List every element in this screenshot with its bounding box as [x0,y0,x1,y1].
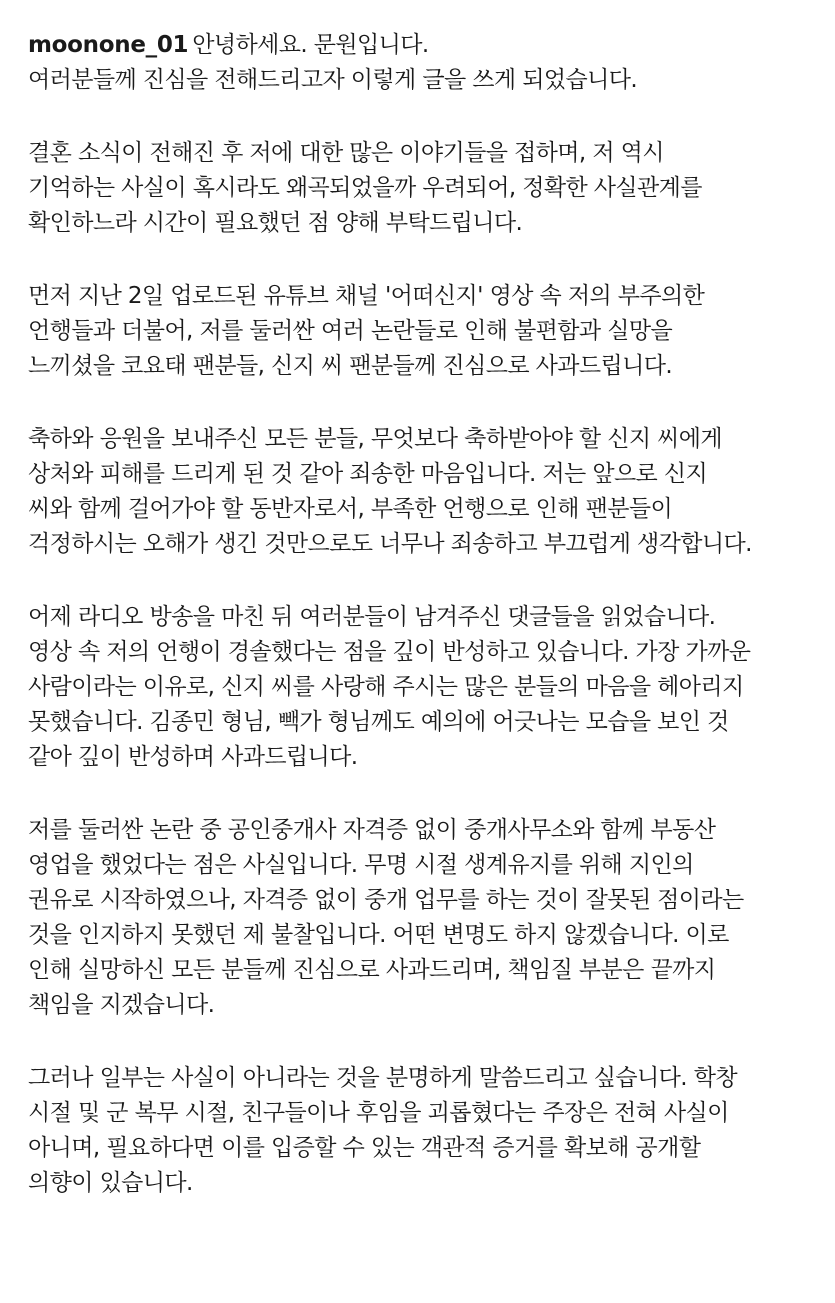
paragraph-apology-shinji [28,422,825,562]
text-line: 시절 및 군 복무 시절, 친구들이나 후임을 괴롭혔다는 주장은 전혀 사실이 [28,1100,729,1126]
text-line: 아니며, 필요하다면 이를 입증할 수 있는 객관적 증거를 확보해 공개할 [28,1135,701,1161]
text-line: 같아 깊이 반성하며 사과드립니다. [28,744,358,770]
paragraph-greeting [28,28,825,98]
text-line: 저를 둘러싼 논란 중 공인중개사 자격증 없이 중개사무소와 함께 부동산 [28,817,716,843]
text-line: 그러나 일부는 사실이 아니라는 것을 분명하게 말씀드리고 싶습니다. 학창 [28,1065,737,1091]
text-line: 먼저 지난 2일 업로드된 유튜브 채널 '어떠신지' 영상 속 저의 부주의한 [28,283,705,309]
text-line: 씨와 함께 걸어가야 할 동반자로서, 부족한 언행으로 인해 팬분들이 [28,496,673,522]
text-line: 언행들과 더불어, 저를 둘러싼 여러 논란들로 인해 불편함과 실망을 [28,318,673,344]
text-line-content: 안녕하세요. 문원입니다. [192,32,429,58]
username-link[interactable]: moonone_01 [28,32,189,58]
text-line: 확인하느라 시간이 필요했던 점 양해 부탁드립니다. [28,210,523,236]
text-line: 상처와 피해를 드리게 된 것 같아 죄송한 마음입니다. 저는 앞으로 신지 [28,461,708,487]
text-line: 것을 인지하지 못했던 제 불찰입니다. 어떤 변명도 하지 않겠습니다. 이로 [28,922,729,948]
text-line: 영상 속 저의 언행이 경솔했다는 점을 깊이 반성하고 있습니다. 가장 가까운 [28,639,751,665]
paragraph-apology-video [28,279,825,384]
paragraph-radio [28,600,825,775]
text-line: 걱정하시는 오해가 생긴 것만으로도 너무나 죄송하고 부끄럽게 생각합니다. [28,531,752,557]
text-line: 기억하는 사실이 혹시라도 왜곡되었을까 우려되어, 정확한 사실관계를 [28,175,702,201]
paragraph-denial [28,1061,825,1201]
text-line: 영업을 했었다는 점은 사실입니다. 무명 시절 생계유지를 위해 지인의 [28,852,694,878]
text-line: 사람이라는 이유로, 신지 씨를 사랑해 주시는 많은 분들의 마음을 헤아리지 [28,674,744,700]
text-line: 결혼 소식이 전해진 후 저에 대한 많은 이야기들을 접하며, 저 역시 [28,140,664,166]
text-line: 인해 실망하신 모든 분들께 진심으로 사과드리며, 책임질 부분은 끝까지 [28,957,716,983]
text-line: 어제 라디오 방송을 마친 뒤 여러분들이 남겨주신 댓글들을 읽었습니다. [28,604,716,630]
text-line: 책임을 지겠습니다. [28,992,215,1018]
text-line: 의향이 있습니다. [28,1170,193,1196]
paragraph-realestate [28,813,825,1023]
text-line: 못했습니다. 김종민 형님, 빽가 형님께도 예의에 어긋나는 모습을 보인 것 [28,709,729,735]
text-line: 권유로 시작하였으나, 자격증 없이 중개 업무를 하는 것이 잘못된 점이라는 [28,887,744,913]
text-line: 느끼셨을 코요태 팬분들, 신지 씨 팬분들께 진심으로 사과드립니다. [28,353,673,379]
text-line: 여러분들께 진심을 전해드리고자 이렇게 글을 쓰게 되었습니다. [28,67,638,93]
paragraph-intro [28,136,825,241]
text-line [28,28,825,63]
text-line: 축하와 응원을 보내주신 모든 분들, 무엇보다 축하받아야 할 신지 씨에게 [28,426,723,452]
